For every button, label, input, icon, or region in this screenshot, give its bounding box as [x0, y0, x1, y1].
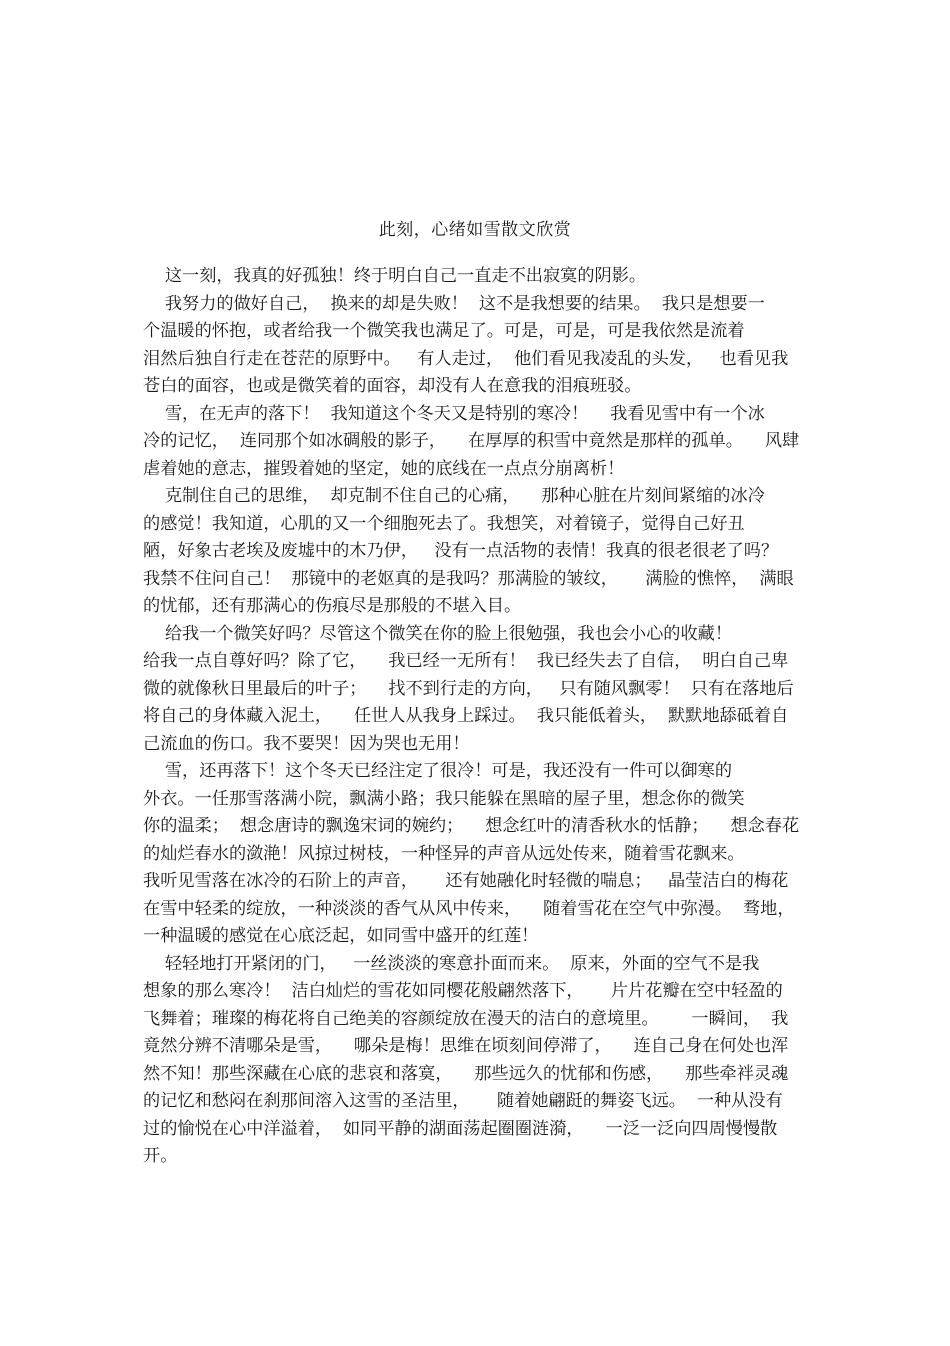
text-line: 的记忆和愁闷在刹那间溶入这雪的圣洁里， 随着她翩跹的舞姿飞远。 一种从没有 — [143, 1091, 783, 1111]
text-line: 微的就像秋日里最后的叶子； 找不到行走的方向， 只有随风飘零！ 只有在落地后 — [143, 678, 794, 699]
text-line: 雪，还再落下！这个冬天已经注定了很冷！可是，我还没有一件可以御寒的 — [143, 761, 733, 781]
text-line: 然不知！那些深藏在心底的悲哀和落寞， 那些远久的忧郁和伤感， 那些牵袢灵魂 — [143, 1063, 789, 1084]
text-line: 虐着她的意志，摧毁着她的坚定，她的底线在一点点分崩离析！ — [143, 458, 625, 479]
text-line: 这一刻，我真的好孤独！终于明白自己一直走不出寂寞的阴影。 — [143, 266, 647, 286]
text-line: 我听见雪落在冰冷的石阶上的声音， 还有她融化时轻微的喘息； 晶莹洁白的梅花 — [143, 871, 789, 891]
text-line: 我努力的做好自己， 换来的却是失败！ 这不是我想要的结果。 我只是想要一 — [143, 293, 765, 314]
document-title: 此刻，心绪如雪散文欣赏 — [378, 220, 572, 240]
text-line: 你的温柔； 想念唐诗的飘逸宋词的婉约； 想念红叶的清香秋水的恬静； 想念春花 — [143, 816, 800, 836]
text-line: 泪然后独自行走在苍茫的原野中。 有人走过， 他们看见我凌乱的头发， 也看见我 — [143, 348, 789, 369]
text-line: 外衣。一任那雪落满小院，飘满小路；我只能躲在黑暗的屋子里，想念你的微笑 — [143, 788, 745, 809]
text-line: 一种温暖的感觉在心底泛起，如同雪中盛开的红莲！ — [143, 926, 539, 946]
text-line: 个温暖的怀抱，或者给我一个微笑我也满足了。可是，可是，可是我依然是流着 — [143, 321, 745, 341]
text-line: 冷的记忆， 连同那个如冰碉般的影子， 在厚厚的积雪中竟然是那样的孤单。 风肆 — [143, 431, 800, 451]
text-line: 开。 — [143, 1146, 178, 1166]
text-line: 轻轻地打开紧闭的门， 一丝淡淡的寒意扑面而来。 原来，外面的空气不是我 — [143, 953, 760, 974]
text-line: 想象的那么寒冷！ 洁白灿烂的雪花如同樱花般翩然落下， 片片花瓣在空中轻盈的 — [143, 981, 783, 1001]
text-line: 给我一点自尊好吗？除了它， 我已经一无所有！ 我已经失去了自信， 明白自己卑 — [143, 651, 789, 671]
text-line: 将自己的身体藏入泥土， 任世人从我身上踩过。 我只能低着头， 默默地舔砥着自 — [143, 706, 789, 726]
text-line: 的忧郁，还有那满心的伤痕尽是那般的不堪入目。 — [143, 596, 522, 616]
text-line: 飞舞着；璀璨的梅花将自己绝美的容颜绽放在漫天的洁白的意境里。 一瞬间， 我 — [143, 1008, 789, 1029]
text-line: 陋，好象古老埃及废墟中的木乃伊， 没有一点活物的表情！我真的很老很老了吗？ — [143, 541, 779, 561]
text-line: 克制住自己的思维， 却克制不住自己的心痛， 那种心脏在片刻间紧缩的冰冷 — [143, 486, 765, 506]
essay-body — [143, 263, 808, 1171]
text-line: 在雪中轻柔的绽放，一种淡淡的香气从风中传来， 随着雪花在空气中弥漫。 骛地， — [143, 898, 795, 919]
text-line: 我禁不住问自己！ 那镜中的老妪真的是我吗？那满脸的皱纹， 满脸的憔悴， 满眼 — [143, 568, 794, 589]
text-line: 己流血的伤口。我不要哭！因为哭也无用！ — [143, 733, 470, 754]
text-line: 的灿烂春水的潋滟！风掠过树枝，一种怪异的声音从远处传来，随着雪花飘来。 — [143, 843, 745, 864]
text-line: 的感觉！我知道，心肌的又一个细胞死去了。我想笑，对着镜子，觉得自己好丑 — [143, 513, 745, 534]
text-line: 雪，在无声的落下！ 我知道这个冬天又是特别的寒冷！ 我看见雪中有一个冰 — [143, 403, 765, 424]
text-line: 苍白的面容，也或是微笑着的面容，却没有人在意我的泪痕班驳。 — [143, 376, 642, 396]
text-line: 给我一个微笑好吗？尽管这个微笑在你的脸上很勉强，我也会小心的收藏！ — [143, 623, 733, 644]
text-line: 过的愉悦在心中洋溢着， 如同平静的湖面荡起圈圈涟漪， 一泛一泛向四周慢慢散 — [143, 1118, 778, 1139]
text-line: 竟然分辨不清哪朵是雪， 哪朵是梅！思维在顷刻间停滞了， 连自己身在何处也浑 — [143, 1036, 789, 1056]
